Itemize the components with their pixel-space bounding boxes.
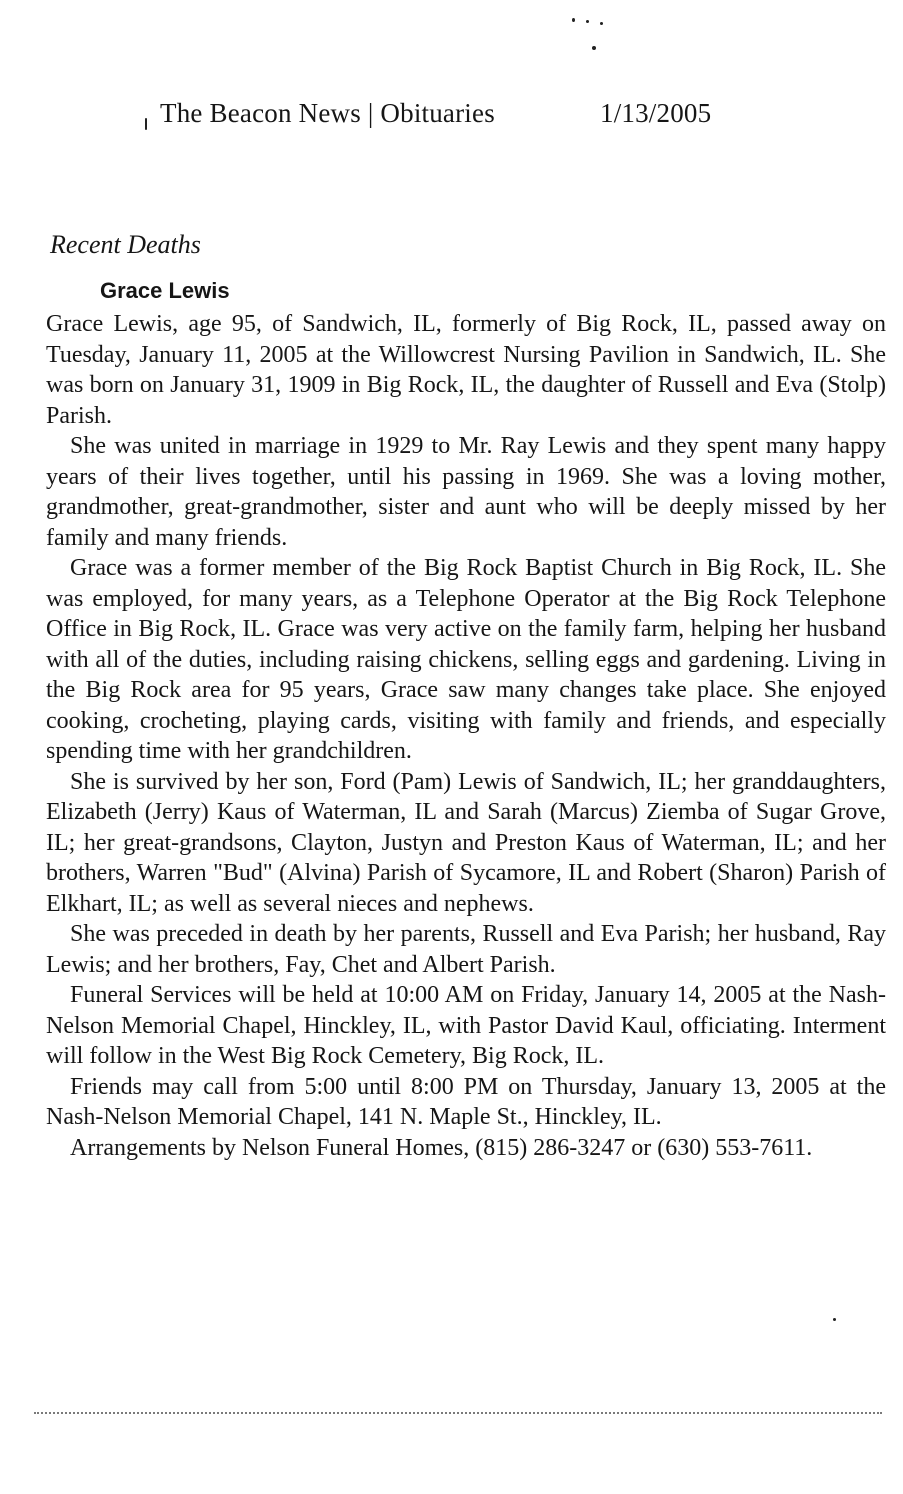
obituary-paragraph: Grace was a former member of the Big Rock Baptist Church in Big Rock, IL. She was employed, for many years, as a Telephone Operator at the Big Rock Telephone Office in Big Rock, IL. Grace was very active on the family farm, helping her husband with all of the duties, including raising chickens, selling eggs and gardening. Living in the Big Rock area for 95 years, Grace saw many changes take place. She enjoyed cooking, crocheting, playing cards, visiting with family and friends, and especially spending time with her grandchildren. [46,555,886,764]
scan-speck [833,1318,836,1321]
obituary-paragraph: She is survived by her son, Ford (Pam) Lewis of Sandwich, IL; her granddaughters, Elizabeth (Jerry) Kaus of Waterman, IL and Sarah (Marcus) Ziemba of Sugar Grove, IL; her great-grandsons, Clayton, Justyn and Preston Kaus of Waterman, IL; and her brothers, Warren "Bud" (Alvina) Parish of Sycamore, IL and Robert (Sharon) Parish of Elkhart, IL; as well as several nieces and nephews. [46,768,886,917]
obituary-paragraph: She was preceded in death by her parents, Russell and Eva Parish; her husband, Ray Lewis; and her brothers, Fay, Chet and Albert Parish. [46,921,886,978]
publication-date: 1/13/2005 [600,98,712,128]
obituary-paragraph: She was united in marriage in 1929 to Mr. Ray Lewis and they spent many happy years of their lives together, until his passing in 1969. She was a loving mother, grandmother, great-grandmother, sister and aunt who will be deeply missed by her family and many friends. [46,433,886,551]
scan-speck [572,18,575,22]
document-header [160,98,712,129]
section-title: Recent Deaths [50,230,201,259]
scan-speck [145,118,147,130]
obituary-paragraph: Friends may call from 5:00 until 8:00 PM on Thursday, January 13, 2005 at the Nash-Nelson Memorial Chapel, 141 N. Maple St., Hinckley, IL. [46,1073,886,1130]
scan-speck [586,20,589,23]
publication-title: The Beacon News | Obituaries [160,98,495,128]
obituary-name: Grace Lewis [100,278,230,303]
scan-speck [592,46,596,50]
obituary-paragraph: Grace Lewis, age 95, of Sandwich, IL, formerly of Big Rock, IL, passed away on Tuesday, January 11, 2005 at the Willowcrest Nursing Pavilion in Sandwich, IL. She was born on January 31, 1909 in Big Rock, IL, the daughter of Russell and Eva (Stolp) Parish. [46,311,886,429]
obituary-paragraph: Funeral Services will be held at 10:00 AM on Friday, January 14, 2005 at the Nash-Nelson Memorial Chapel, Hinckley, IL, with Pastor David Kaul, officiating. Interment will follow in the West Big Rock Cemetery, Big Rock, IL. [46,982,886,1069]
bottom-dotted-rule [34,1412,882,1414]
obituary-body [46,309,886,1163]
obituary-paragraph: Arrangements by Nelson Funeral Homes, (815) 286-3247 or (630) 553-7611. [70,1134,813,1161]
scan-speck [600,22,603,25]
